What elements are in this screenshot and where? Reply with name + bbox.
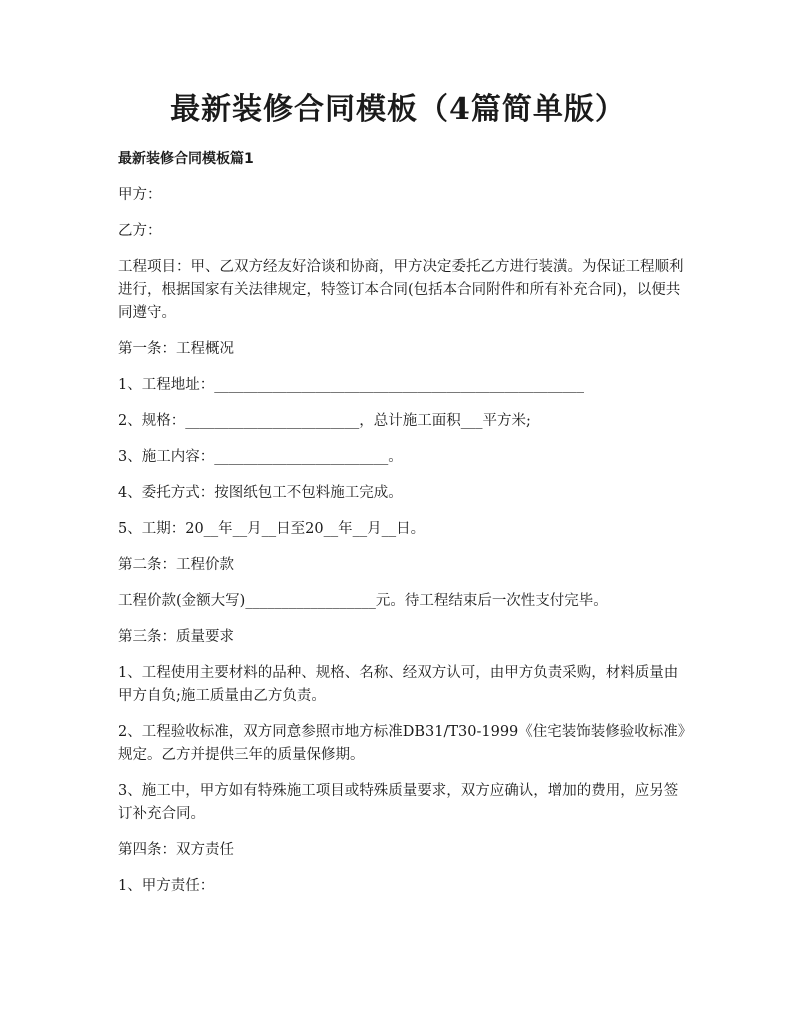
quality-clause-3: 3、施工中，甲方如有特殊施工项目或特殊质量要求，双方应确认，增加的费用，应另签订补充合同。 [118, 783, 679, 822]
duration-line: 5、工期：20__年__月__日至20__年__月__日。 [118, 521, 426, 537]
project-address-line: 1、工程地址：___________________________________________________ [118, 377, 584, 393]
specification-line: 2、规格：________________________，总计施工面积___平方米; [118, 413, 531, 429]
document-title: 最新装修合同模板（4篇简单版） [170, 92, 626, 127]
party-b-line: 乙方： [118, 223, 162, 239]
document-body [118, 148, 686, 911]
quality-clause-2: 2、工程验收标准，双方同意参照市地方标准DB31/T30-1999《住宅装饰装修验收标准》规定。乙方并提供三年的质量保修期。 [118, 724, 686, 763]
article-4-heading: 第四条：双方责任 [118, 842, 234, 858]
section-subtitle: 最新装修合同模板篇1 [118, 151, 254, 167]
article-2-heading: 第二条：工程价款 [118, 557, 234, 573]
article-3-heading: 第三条：质量要求 [118, 629, 234, 645]
party-a-responsibility-line: 1、甲方责任： [118, 878, 215, 894]
party-a-line: 甲方： [118, 187, 162, 203]
quality-clause-1: 1、工程使用主要材料的品种、规格、名称、经双方认可，由甲方负责采购，材料质量由甲方自负;施工质量由乙方负责。 [118, 665, 679, 704]
project-paragraph: 工程项目：甲、乙双方经友好洽谈和协商，甲方决定委托乙方进行装潢。为保证工程顺利进行，根据国家有关法律规定，特签订本合同(包括本合同附件和所有补充合同)，以便共同遵守。 [118, 259, 684, 321]
commission-method-line: 4、委托方式：按图纸包工不包料施工完成。 [118, 485, 403, 501]
construction-content-line: 3、施工内容：________________________。 [118, 449, 403, 465]
price-line: 工程价款(金额大写)__________________元。待工程结束后一次性支付完毕。 [118, 593, 608, 609]
article-1-heading: 第一条：工程概况 [118, 341, 234, 357]
